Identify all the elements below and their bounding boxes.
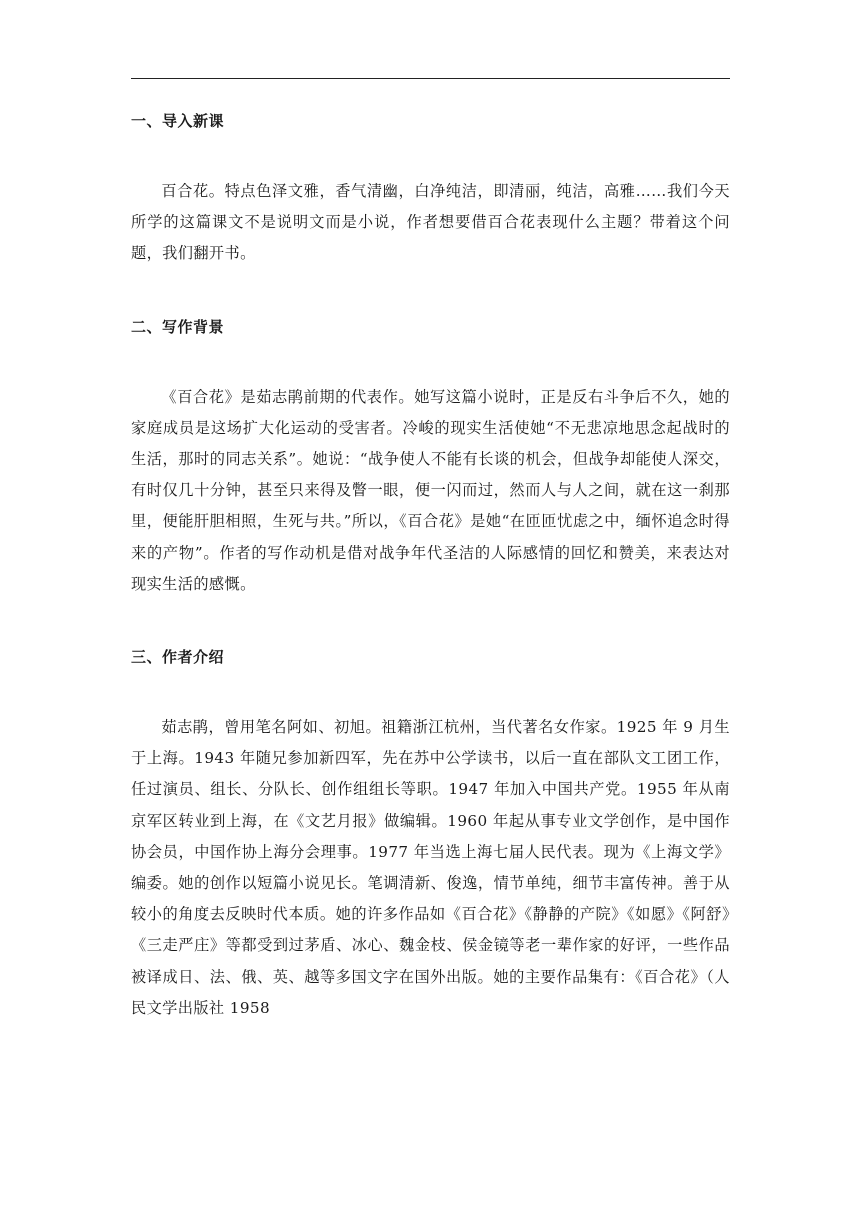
section-heading-intro: 一、导入新课 bbox=[131, 112, 225, 130]
section-paragraph-intro: 百合花。特点色泽文雅，香气清幽，白净纯洁，即清丽，纯洁，高雅……我们今天所学的这篇课文不是说明文而是小说，作者想要借百合花表现什么主题？带着这个问题，我们翻开书。 bbox=[131, 182, 730, 263]
section-paragraph-background: 《百合花》是茹志鹃前期的代表作。她写这篇小说时，正是反右斗争后不久，她的家庭成员是这场扩大化运动的受害者。冷峻的现实生活使她“不无悲凉地思念起战时的生活，那时的同志关系”。她说：“战争使人不能有长谈的机会，但战争却能使人深交，有时仅几十分钟，甚至只来得及瞥一眼，便一闪而过，然而人与人之间，就在这一刹那里，便能肝胆相照，生死与共。”所以，《百合花》是她“在匝匝忧虑之中，缅怀追念时得来的产物”。作者的写作动机是借对战争年代圣洁的人际感情的回忆和赞美，来表达对现实生活的感慨。 bbox=[131, 387, 730, 593]
header-rule bbox=[131, 78, 730, 79]
section-paragraph-author: 茹志鹃，曾用笔名阿如、初旭。祖籍浙江杭州，当代著名女作家。1925 年 9 月生于上海。1943 年随兄参加新四军，先在苏中公学读书，以后一直在部队文工团工作，任过演员、组长、分队长、创作组组长等职。1947 年加入中国共产党。1955 年从南京军区转业到上海，在《文艺月报》做编辑。1960 年起从事专业文学创作，是中国作协会员，中国作协上海分会理事。1977 年当选上海七届人民代表。现为《上海文学》编委。她的创作以短篇小说见长。笔调清新、俊逸，情节单纯，细节丰富传神。善于从较小的角度去反映时代本质。她的许多作品如《百合花》《静静的产院》《如愿》《阿舒》《三走严庄》等都受到过茅盾、冰心、魏金枝、侯金镜等老一辈作家的好评，一些作品被译成日、法、俄、英、越等多国文字在国外出版。她的主要作品集有：《百合花》（人民文学出版社 1958 bbox=[131, 718, 730, 1017]
section-heading-author: 三、作者介绍 bbox=[131, 648, 225, 667]
section-heading-background: 二、写作背景 bbox=[131, 317, 225, 336]
document-body bbox=[131, 108, 730, 1024]
